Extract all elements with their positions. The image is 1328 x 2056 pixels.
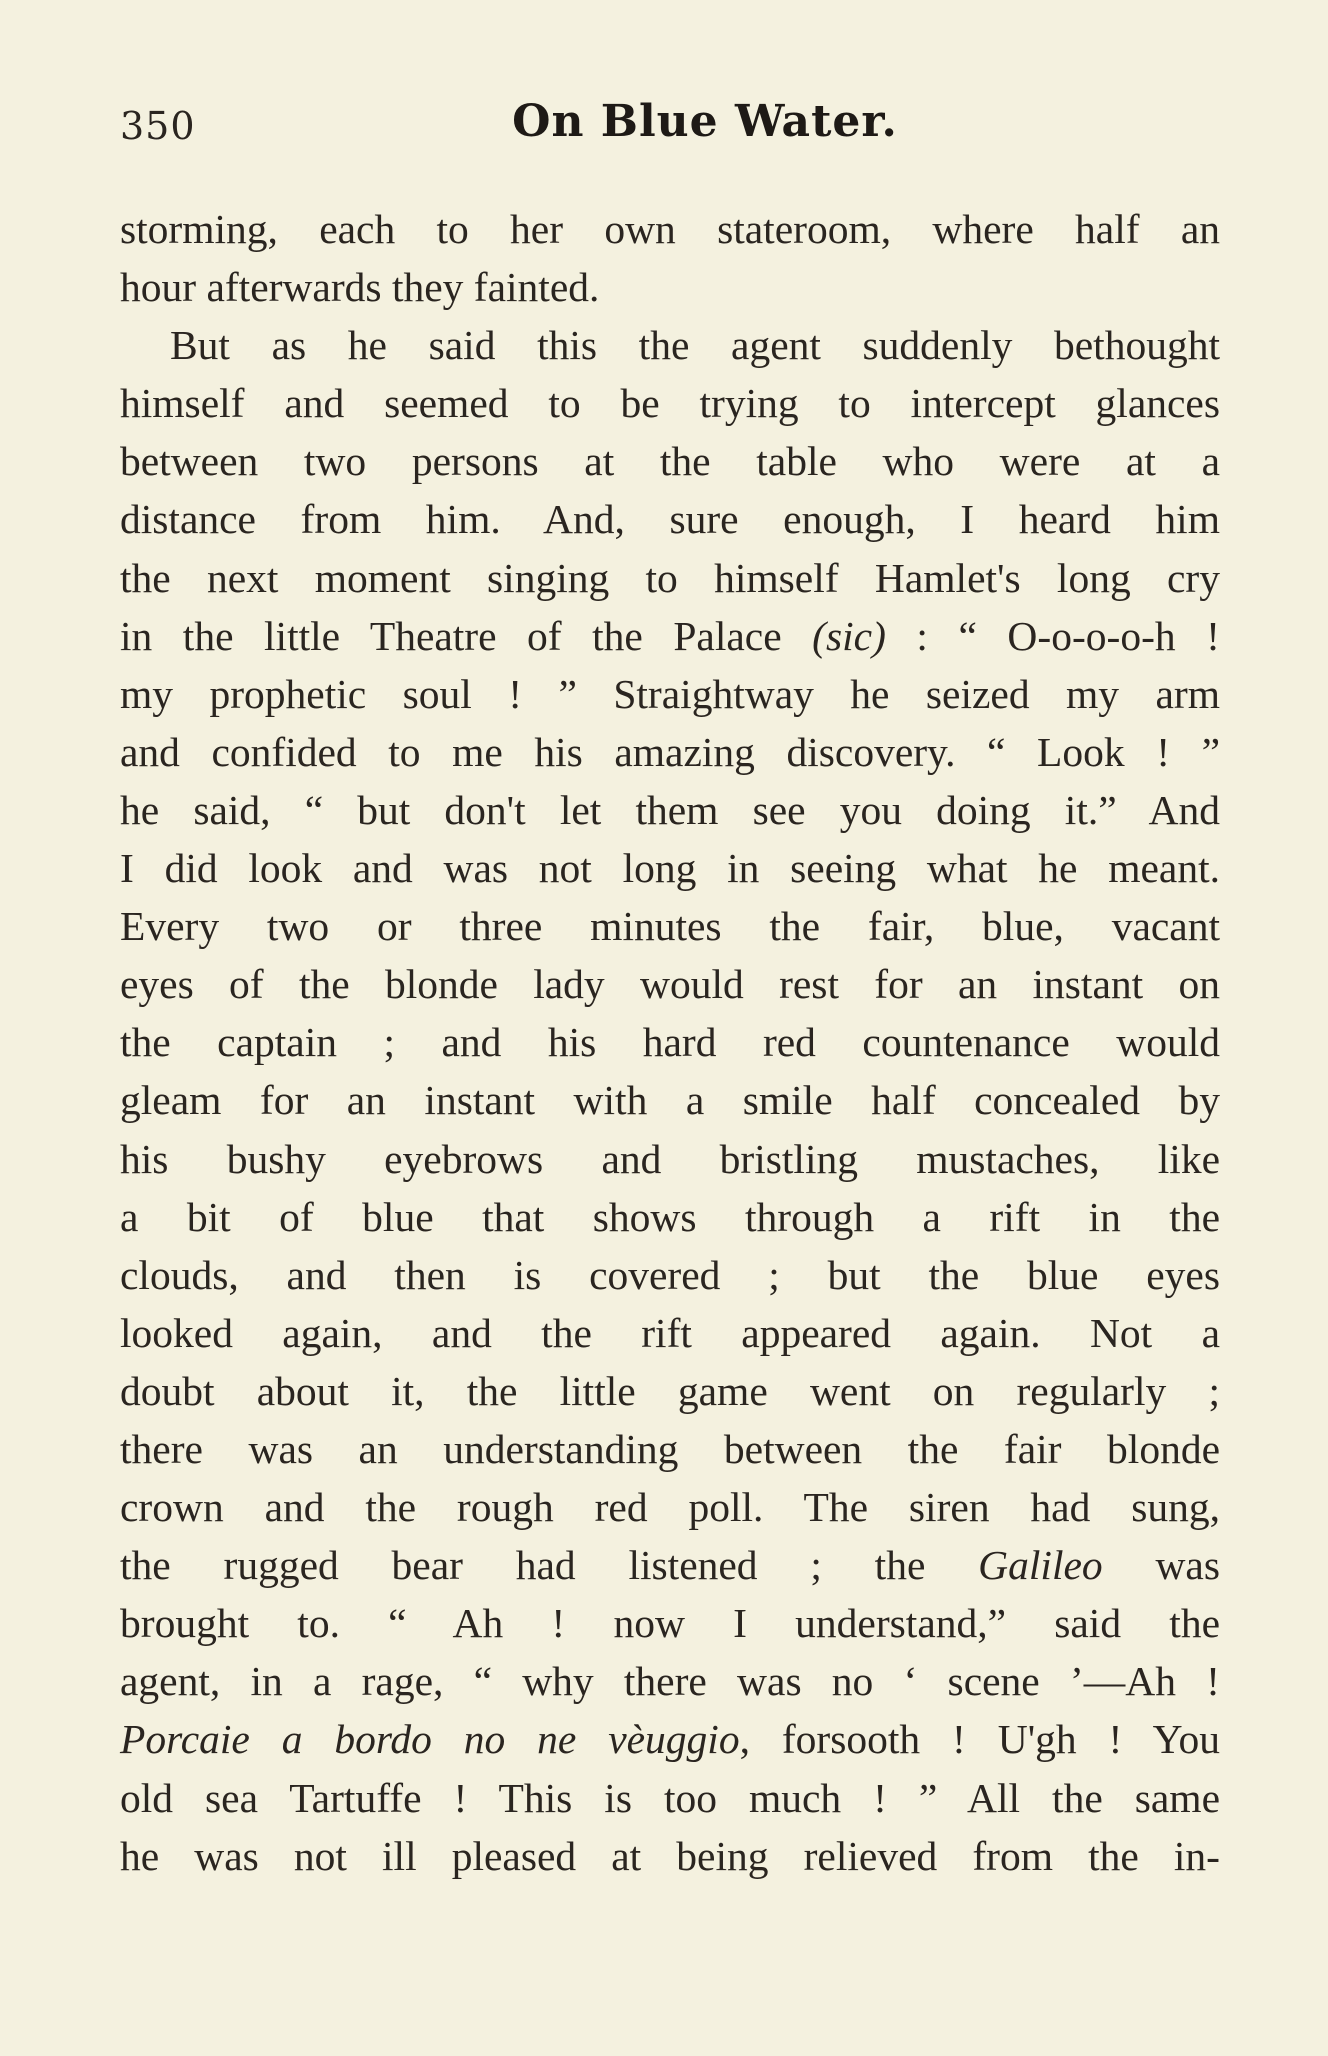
text-segment: But as he said this the agent suddenly bethought [170, 322, 1220, 369]
text-segment: distance from him. And, sure enough, I heard him [120, 496, 1220, 543]
text-line [120, 1130, 1220, 1188]
italic-text: Porcaie a bordo no ne vèuggio [120, 1716, 740, 1763]
text-segment: he was not ill pleased at being relieved from the in- [120, 1832, 1220, 1879]
running-title: On Blue Water. [512, 96, 898, 147]
text-segment: eyes of the blonde lady would rest for an instant on [120, 961, 1220, 1008]
text-segment: himself and seemed to be trying to intercept glances [120, 380, 1220, 427]
text-segment: agent, in a rage, “ why there was no ‘ scene ’—Ah ! [120, 1658, 1220, 1705]
text-segment: old sea Tartuffe ! This is too much ! ” All the same [120, 1774, 1220, 1821]
text-line [120, 1013, 1220, 1071]
text-line [120, 607, 1220, 665]
text-line [120, 316, 1220, 374]
text-line [120, 897, 1220, 955]
text-segment: the next moment singing to himself Hamlet's long cry [120, 554, 1220, 601]
text-segment: : “ O-o-o-o-h ! [885, 612, 1220, 659]
text-segment: clouds, and then is covered ; but the blue eyes [120, 1251, 1220, 1298]
text-segment: I did look and was not long in seeing what he meant. [120, 845, 1220, 892]
body-text [120, 200, 1220, 1885]
text-segment: looked again, and the rift appeared again. Not a [120, 1309, 1220, 1356]
text-segment: a bit of blue that shows through a rift in the [120, 1193, 1220, 1240]
page-header [120, 96, 1220, 166]
text-segment: his bushy eyebrows and bristling mustaches, like [120, 1135, 1220, 1182]
text-line [120, 1536, 1220, 1594]
text-segment: Every two or three minutes the fair, blue, vacant [120, 903, 1220, 950]
text-line [120, 1188, 1220, 1246]
text-line [120, 1420, 1220, 1478]
text-line [120, 374, 1220, 432]
text-line [120, 1594, 1220, 1652]
text-line [120, 1769, 1220, 1827]
text-line [120, 955, 1220, 1013]
text-line [120, 1362, 1220, 1420]
text-segment: the captain ; and his hard red countenance would [120, 1019, 1220, 1066]
text-line [120, 1827, 1220, 1885]
text-segment: was [1102, 1542, 1220, 1589]
text-segment: and confided to me his amazing discovery. “ Look ! ” [120, 728, 1220, 775]
text-line [120, 1304, 1220, 1362]
italic-text: Galileo [978, 1542, 1103, 1589]
text-segment: the rugged bear had listened ; the [120, 1542, 979, 1589]
text-segment: he said, “ but don't let them see you doing it.” And [120, 786, 1220, 833]
text-line [120, 1246, 1220, 1304]
text-segment: there was an understanding between the fair blonde [120, 1425, 1220, 1472]
page-number: 350 [120, 104, 196, 148]
text-line [120, 839, 1220, 897]
text-segment: hour afterwards they fainted. [120, 264, 600, 311]
text-line [120, 1071, 1220, 1129]
text-line [120, 432, 1220, 490]
italic-text: (sic) [812, 612, 886, 659]
text-segment: brought to. “ Ah ! now I understand,” said the [120, 1600, 1220, 1647]
text-segment: doubt about it, the little game went on regularly ; [120, 1367, 1220, 1414]
text-segment: in the little Theatre of the Palace [120, 612, 813, 659]
text-line [120, 200, 1220, 258]
text-line [120, 490, 1220, 548]
text-line [120, 549, 1220, 607]
text-line [120, 781, 1220, 839]
text-segment: crown and the rough red poll. The siren had sung, [120, 1484, 1220, 1531]
text-line [120, 665, 1220, 723]
text-segment: gleam for an instant with a smile half concealed by [120, 1077, 1220, 1124]
text-line [120, 1478, 1220, 1536]
text-segment: , forsooth ! U'gh ! You [739, 1716, 1221, 1763]
text-segment: storming, each to her own stateroom, where half an [120, 206, 1220, 252]
text-line [120, 1710, 1220, 1768]
text-segment: between two persons at the table who were at a [120, 438, 1220, 485]
text-line [120, 1652, 1220, 1710]
text-segment: my prophetic soul ! ” Straightway he seized my arm [120, 670, 1220, 717]
text-line [120, 723, 1220, 781]
text-line [120, 258, 1220, 316]
